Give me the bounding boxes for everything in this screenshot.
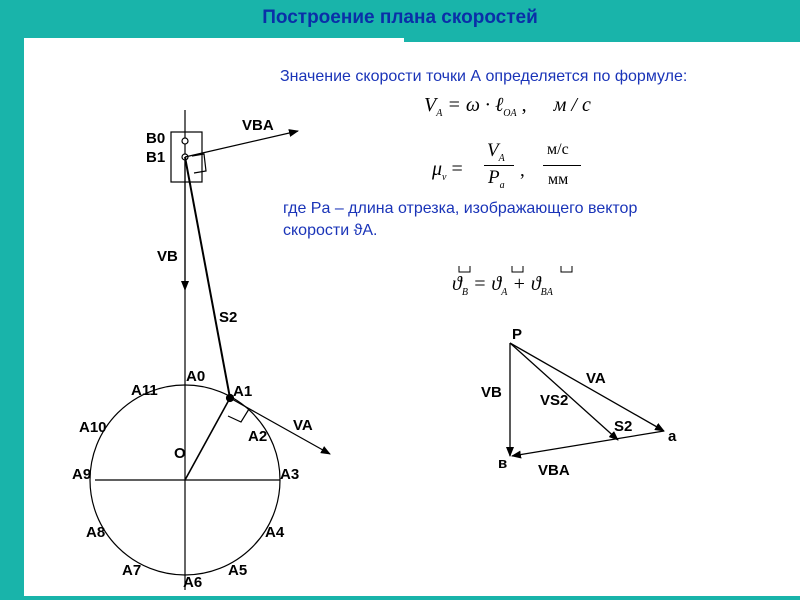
point-b0	[182, 138, 188, 144]
label-s2: S2	[219, 309, 238, 326]
label-a11: A11	[131, 382, 158, 399]
connecting-rod	[185, 157, 230, 398]
formula-mu-unit-num: м/с	[547, 141, 569, 158]
formula-mu-symbol: μ	[432, 158, 443, 180]
label-va: VA	[293, 417, 313, 434]
crank-oa	[185, 398, 230, 480]
formula-mu-unit-den: мм	[548, 171, 569, 188]
formula-mu-den: P	[488, 167, 500, 188]
label-a0: A0	[186, 368, 206, 385]
plan-label-vs2: VS2	[540, 392, 569, 409]
vector-hat-marks	[459, 266, 572, 272]
formula-va-unit: м / с	[553, 94, 591, 116]
formula-vec-ba-sub: BA	[540, 287, 553, 298]
plan-label-vb: VB	[481, 384, 502, 401]
formula-mu-num-sub: A	[498, 152, 505, 164]
formula-vec-lhs: ϑ	[452, 273, 462, 295]
label-vba: VBA	[242, 117, 274, 134]
formula-mu-sub: v	[442, 172, 447, 183]
mechanism-labels	[72, 117, 313, 591]
formula-mu-comma: ,	[520, 160, 525, 181]
formula-va-rhs-sub: OA	[503, 108, 517, 119]
label-a3: A3	[280, 466, 300, 483]
formula-va-rhs: = ω · ℓ	[447, 94, 504, 116]
label-a8: A8	[86, 524, 106, 541]
label-a6: A6	[183, 574, 203, 591]
slide-title: Построение плана скоростей	[262, 7, 538, 28]
plan-label-a: a	[668, 428, 677, 445]
plan-label-p: P	[512, 326, 523, 343]
formula-va-sub: A	[436, 108, 443, 119]
formula-vec-lhs-sub: B	[461, 287, 468, 298]
plan-va-vector	[510, 343, 664, 431]
velocity-plan	[510, 343, 664, 456]
va-vector	[230, 398, 330, 454]
mechanism	[90, 110, 330, 590]
formula-va-symbol: V	[424, 94, 437, 116]
formula-vec-a-sub: A	[501, 287, 508, 298]
formula-intro-text: Значение скорости точки А определяется по формуле:	[280, 68, 688, 85]
formula-vec-eq: = ϑ	[472, 273, 502, 295]
label-a1: A1	[233, 383, 253, 400]
formula-vec-plus: + ϑ	[512, 273, 541, 295]
formula-mu-den-sub: a	[499, 179, 505, 191]
where-text-line2: скорости ϑA.	[283, 222, 378, 239]
plan-label-b: в	[498, 455, 508, 472]
label-b1: B1	[146, 149, 166, 166]
formula-mu-eq: =	[451, 158, 463, 180]
label-a4: A4	[265, 524, 285, 541]
plan-label-vba: VBA	[538, 462, 570, 479]
formula-mu-num: V	[487, 140, 499, 161]
right-angle-b1	[192, 154, 206, 173]
label-a7: A7	[122, 562, 142, 579]
where-text-line1: где Pa – длина отрезка, изображающего вектор	[283, 200, 638, 217]
label-a2: A2	[248, 428, 268, 445]
label-b0: B0	[146, 130, 166, 147]
label-o: O	[174, 445, 186, 462]
plan-label-s2: S2	[614, 418, 633, 435]
label-a5: A5	[228, 562, 248, 579]
plan-label-va: VA	[586, 370, 606, 387]
label-a9: A9	[72, 466, 92, 483]
plan-vba-vector	[512, 431, 664, 456]
label-vb: VB	[157, 248, 178, 265]
label-a10: A10	[79, 419, 107, 436]
right-angle-a1	[228, 409, 249, 422]
formula-va-comma: ,	[521, 94, 527, 116]
